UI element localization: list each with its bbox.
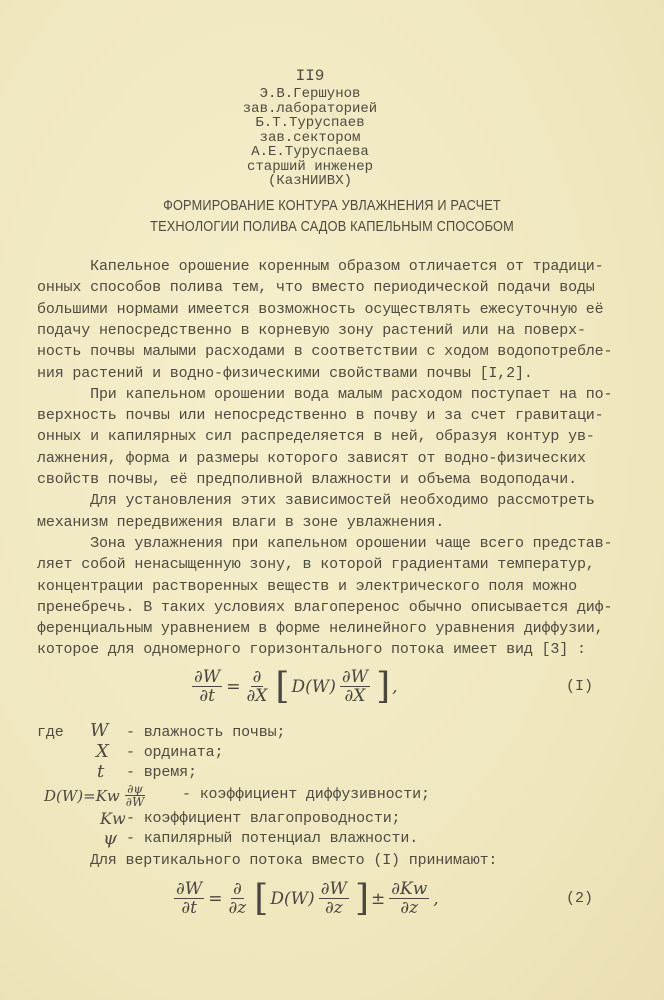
article-title-line: ТЕХНОЛОГИИ ПОЛИВА САДОВ КАПЕЛЬНЫМ СПОСОБОМ: [150, 218, 514, 235]
eq2-comma: ,: [433, 888, 439, 909]
symbol: D(W)=Kw: [44, 786, 120, 805]
eq1-coef: D(W): [291, 676, 336, 697]
definition: - коэффициент диффузивности;: [182, 786, 430, 803]
text-line: ференциальным уравнением в форме нелинейного уравнения диффузии,: [37, 620, 604, 638]
text-line: концентрации растворенных веществ и электрического поля можно: [37, 577, 577, 595]
author-line: зав.лабораторией: [242, 100, 378, 117]
eq1-in-num: ∂W: [341, 667, 369, 687]
text-line: ляет собой ненасыщенную зону, в которой градиентами температур,: [37, 556, 595, 574]
eq1-comma: ,: [392, 676, 398, 697]
eq2-equals: =: [208, 888, 223, 909]
text-line: лажнения, форма и размеры которого зависят от водно-физических: [37, 449, 586, 467]
symbol: X: [96, 741, 109, 762]
text-line: ность почвы малыми расходами в соответствии с ходом водопотребле-: [37, 343, 613, 361]
symbol: W: [90, 720, 109, 741]
definition: - время;: [126, 764, 197, 781]
author-line: (КазНИИВХ): [267, 173, 352, 189]
vertical-flow-intro: Для вертикального потока вместо (I) принимают:: [37, 852, 498, 869]
diffusivity-formula: [44, 783, 150, 808]
text-line: онных и капилярных сил распределяется в ней, образуя контур ув-: [37, 428, 595, 446]
eq1-equals: =: [226, 676, 241, 697]
eq1-lhs-den: ∂t: [199, 686, 215, 706]
author-line: Э.В.Гершунов: [259, 86, 361, 102]
text-line: ния растений и водно-физическими свойствами почвы [I,2].: [37, 364, 533, 382]
text-line: механизм передвижения влаги в зоне увлажнения.: [37, 513, 445, 531]
author-line: старший инженер: [246, 158, 374, 175]
eq2-in-num: ∂W: [320, 879, 347, 899]
article-title-line: ФОРМИРОВАНИЕ КОНТУРА УВЛАЖНЕНИЯ И РАСЧЕТ: [163, 197, 501, 214]
where-label: где: [37, 724, 64, 741]
author-line: Б.Т.Туруспаев: [255, 115, 365, 131]
text-line: пренебречь. В таких условиях влагоперенос обычно описывается диф-: [37, 598, 613, 616]
text-line: Для установления этих зависимостей необходимо рассмотреть: [37, 492, 595, 510]
equation-1: $\frac{\partial W}{\partial t}$ = $\frac{\partial}{\partial X}$ [ D(W) $\frac{\partial W}{\partial X}$ ] ,: [194, 665, 398, 707]
symbol: Kw: [100, 809, 126, 828]
text-line: свойств почвы, её предполивной влажности и объема водоподачи.: [37, 471, 577, 488]
author-line: А.Е.Туруспаева: [251, 144, 369, 160]
text-line: верхность почвы или непосредственно в почву и за счет гравитаци-: [37, 407, 604, 425]
equation-2-number: (2): [566, 890, 594, 907]
text-line: подачу непосредственно в корневую зону растений или на поверх-: [37, 321, 586, 339]
frac-den: ∂W: [125, 795, 145, 809]
eq2-op-den: ∂z: [228, 898, 247, 918]
text-line: которое для одномерного горизонтального потока имеет вид [3] :: [37, 641, 586, 659]
equation-1-number: (I): [566, 678, 594, 695]
frac-num: ∂ψ: [127, 782, 143, 796]
text-line: При капельном орошении вода малым расходом поступает на по-: [37, 385, 613, 403]
eq1-lhs-num: ∂W: [194, 667, 221, 687]
text-line: онных способов полива тем, что вместо периодической подачи воды: [37, 279, 595, 297]
eq2-coef: D(W): [270, 888, 315, 909]
equation-2: $\frac{\partial W}{\partial t}$ = $\frac{\partial}{\partial z}$ [ D(W) $\frac{\partial W}{\partial z}$ ] ± $\frac{\partial Kw}{\partial z}$ ,: [176, 877, 439, 919]
eq1-in-den: ∂X: [344, 686, 366, 706]
eq2-k-den: ∂z: [400, 898, 419, 918]
definition: - влажность почвы;: [126, 724, 286, 741]
eq1-op-den: ∂X: [246, 686, 268, 706]
text-line: большими нормами имеется возможность осуществлять ежесуточную её: [37, 300, 604, 318]
symbol: t: [97, 761, 105, 782]
text-line: Капельное орошение коренным образом отличается от традици-: [37, 258, 604, 275]
eq2-k-num: ∂Kw: [391, 879, 428, 899]
page-number: II9: [295, 67, 325, 85]
eq1-op-num: ∂: [252, 667, 262, 687]
definition: - ордината;: [126, 744, 224, 761]
definition: - коэффициент влагопроводности;: [126, 810, 401, 827]
eq2-plus-minus: ±: [371, 888, 386, 909]
author-line: зав.сектором: [259, 129, 361, 146]
definition: - капилярный потенциал влажности.: [126, 830, 419, 847]
eq2-op-num: ∂: [232, 879, 242, 899]
eq2-lhs-num: ∂W: [176, 879, 203, 899]
symbol: ψ: [103, 828, 118, 849]
text-line: Зона увлажнения при капельном орошении чаще всего представ-: [37, 534, 613, 552]
eq2-in-den: ∂z: [324, 898, 343, 918]
eq2-lhs-den: ∂t: [181, 898, 197, 918]
